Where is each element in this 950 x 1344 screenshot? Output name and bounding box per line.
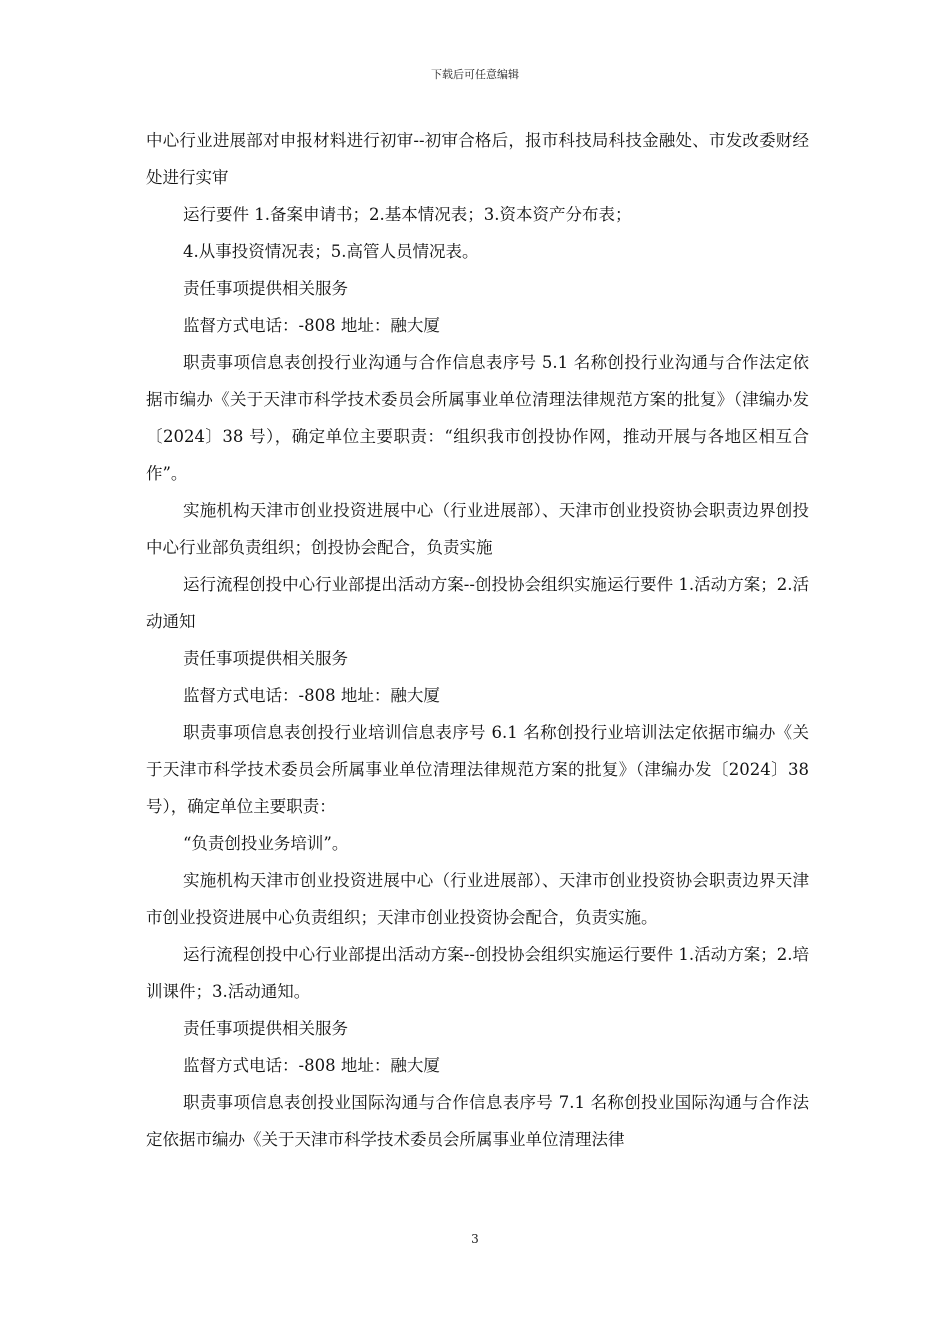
paragraph: 监督方式电话：-808 地址：融大厦 xyxy=(183,316,440,335)
paragraph: 职责事项信息表创投行业沟通与合作信息表序号 5.1 名称创投行业沟通与合作法定依据市编办《关于天津市科学技术委员会所属事业单位清理法律规范方案的批复》（津编办发〔2024〕38 号），确定单位主要职责：“组织我市创投协作网，推动开展与各地区相互合作”。 xyxy=(146,353,809,483)
paragraph: 监督方式电话：-808 地址：融大厦 xyxy=(183,1056,440,1075)
paragraph: 责任事项提供相关服务 xyxy=(183,649,348,668)
paragraph: 职责事项信息表创投业国际沟通与合作信息表序号 7.1 名称创投业国际沟通与合作法定依据市编办《关于天津市科学技术委员会所属事业单位清理法律 xyxy=(146,1093,809,1149)
page-number: 3 xyxy=(471,1232,479,1246)
paragraph: 职责事项信息表创投行业培训信息表序号 6.1 名称创投行业培训法定依据市编办《关于天津市科学技术委员会所属事业单位清理法律规范方案的批复》（津编办发〔2024〕38 号），确定单位主要职责： xyxy=(146,723,809,816)
paragraph: 责任事项提供相关服务 xyxy=(183,279,348,298)
document-body xyxy=(146,122,809,1158)
paragraph: “负责创投业务培训”。 xyxy=(183,834,349,853)
paragraph: 4.从事投资情况表；5.高管人员情况表。 xyxy=(183,242,479,261)
paragraph: 实施机构天津市创业投资进展中心（行业进展部）、天津市创业投资协会职责边界创投中心行业部负责组织；创投协会配合，负责实施 xyxy=(146,501,809,557)
paragraph: 责任事项提供相关服务 xyxy=(183,1019,348,1038)
paragraph: 中心行业进展部对申报材料进行初审--初审合格后，报市科技局科技金融处、市发改委财经处进行实审 xyxy=(146,131,809,187)
paragraph: 实施机构天津市创业投资进展中心（行业进展部）、天津市创业投资协会职责边界天津市创业投资进展中心负责组织；天津市创业投资协会配合，负责实施。 xyxy=(146,871,809,927)
paragraph: 运行流程创投中心行业部提出活动方案--创投协会组织实施运行要件 1.活动方案；2.培训课件；3.活动通知。 xyxy=(146,945,809,1001)
paragraph: 运行流程创投中心行业部提出活动方案--创投协会组织实施运行要件 1.活动方案；2.活动通知 xyxy=(146,575,809,631)
paragraph: 运行要件 1.备案申请书；2.基本情况表；3.资本资产分布表； xyxy=(183,205,632,224)
page-header: 下载后可任意编辑 xyxy=(431,68,519,81)
paragraph: 监督方式电话：-808 地址：融大厦 xyxy=(183,686,440,705)
